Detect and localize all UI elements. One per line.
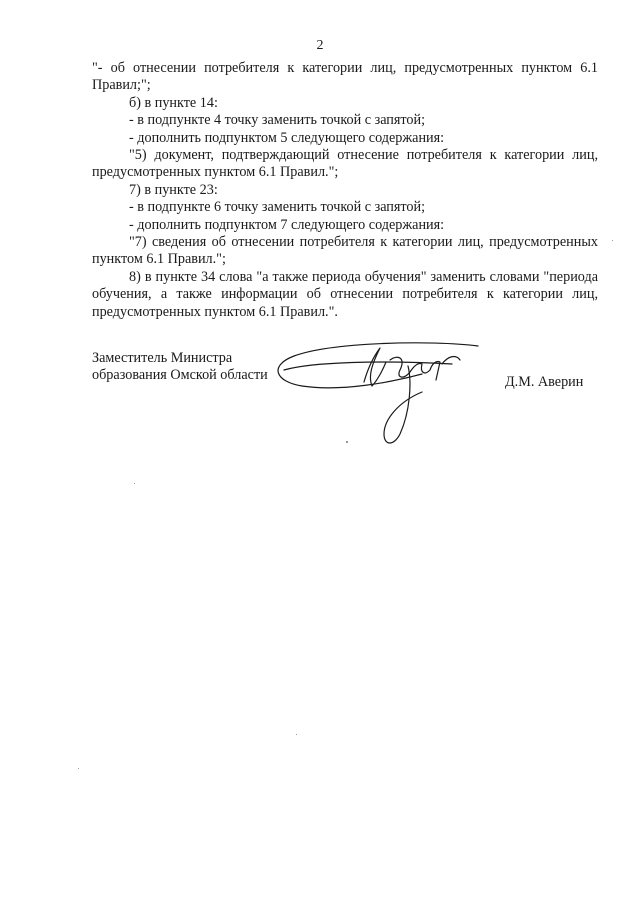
signer-title-line2: образования Омской области — [92, 367, 268, 383]
scan-speck — [296, 734, 297, 735]
scan-speck — [78, 768, 79, 769]
scan-speck — [612, 240, 613, 241]
document-body — [92, 60, 598, 321]
paragraph: "7) сведения об отнесении потребителя к категории лиц, предусмотренных пунктом 6.1 Правил."; — [92, 234, 598, 268]
page-number: 2 — [316, 38, 324, 53]
paragraph: 7) в пункте 23: — [129, 181, 218, 198]
handwritten-signature — [272, 342, 512, 454]
paragraph: "5) документ, подтверждающий отнесение потребителя к категории лиц, предусмотренных пунктом 6.1 Правил."; — [92, 147, 598, 181]
paragraph: - дополнить подпунктом 5 следующего содержания: — [129, 129, 445, 146]
scan-speck — [346, 441, 348, 443]
signature-block — [92, 346, 598, 456]
scan-speck — [134, 483, 135, 484]
paragraph: - дополнить подпунктом 7 следующего содержания: — [129, 216, 445, 233]
paragraph: 8) в пункте 34 слова "а также периода обучения" заменить словами "периода обучения, а также информации об отнесении потребителя к категории лиц, предусмотренных пунктом 6.1 Правил.". — [92, 268, 598, 320]
paragraph: "- об отнесении потребителя к категории лиц, предусмотренных пунктом 6.1 Правил;"; — [92, 60, 598, 94]
paragraph: б) в пункте 14: — [129, 94, 218, 111]
signer-title-line1: Заместитель Министра — [92, 350, 233, 366]
paragraph: - в подпункте 4 точку заменить точкой с запятой; — [129, 112, 426, 129]
signer-name: Д.М. Аверин — [505, 374, 584, 390]
paragraph: - в подпункте 6 точку заменить точкой с запятой; — [129, 199, 426, 216]
